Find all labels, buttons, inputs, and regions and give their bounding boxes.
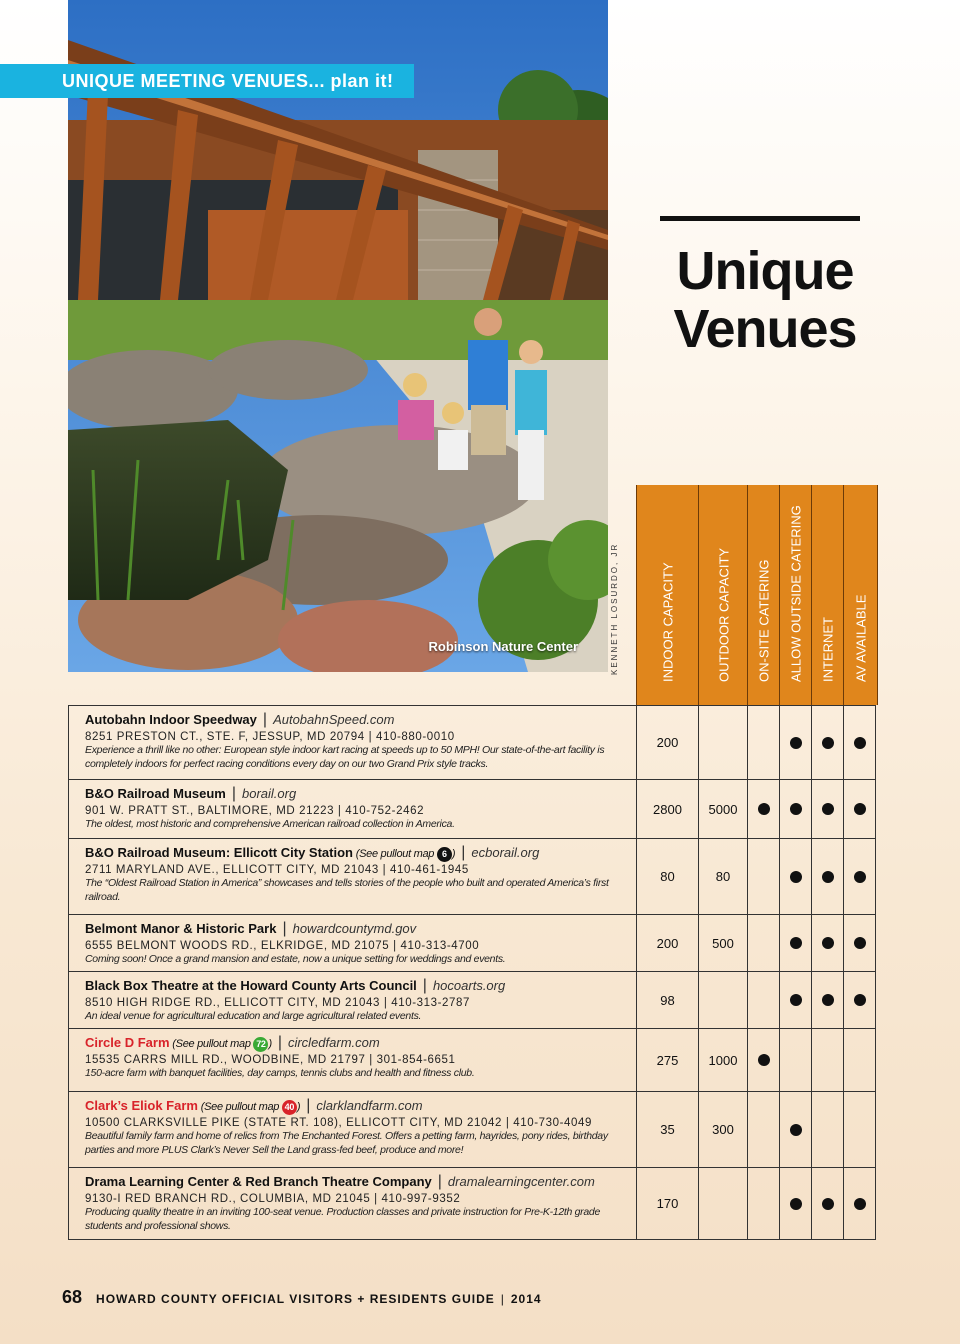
column-header — [747, 485, 780, 705]
table-row — [68, 1029, 876, 1092]
venue-name: Belmont Manor & Historic Park — [85, 921, 277, 936]
cell-indoor: 275 — [636, 1029, 698, 1091]
cell-outdoor: 500 — [698, 915, 747, 971]
cell-outside-catering — [779, 1092, 811, 1167]
column-header — [779, 485, 812, 705]
venue-name: Clark’s Eliok Farm — [85, 1098, 198, 1113]
cell-indoor: 200 — [636, 706, 698, 779]
venue-url[interactable]: dramalearningcenter.com — [447, 1174, 595, 1189]
footer-separator: | — [500, 1292, 505, 1306]
map-number-badge: 6 — [437, 847, 452, 862]
column-header — [843, 485, 878, 705]
cell-onsite-catering — [747, 780, 779, 838]
map-note: See pullout map — [204, 1101, 280, 1113]
cell-outdoor — [698, 706, 747, 779]
venue-url[interactable]: borail.org — [242, 786, 297, 801]
column-header — [636, 485, 699, 705]
cell-onsite-catering — [747, 915, 779, 971]
venue-heading — [85, 844, 628, 862]
cell-av — [843, 972, 876, 1028]
cell-onsite-catering — [747, 1168, 779, 1239]
map-reference: (See pullout map 6 ) — [352, 848, 456, 860]
venue-info — [68, 780, 636, 838]
venue-description: Beautiful family farm and home of relics from The Enchanted Forest. Offers a petting farm, hayrides, pony rides, birthday parties and more PLUS Clark’s Never Sell the Land grass-fed beef, produce and more! — [85, 1130, 608, 1156]
separator: | — [262, 711, 268, 728]
cell-outdoor: 300 — [698, 1092, 747, 1167]
venue-name: Drama Learning Center & Red Branch Theatre Company — [85, 1174, 432, 1189]
nature-center-image — [68, 0, 608, 672]
cell-internet — [811, 1092, 843, 1167]
venue-address: 901 W. PRATT ST., BALTIMORE, MD 21223 | 410-752-2462 — [85, 805, 425, 817]
cell-outside-catering — [779, 1029, 811, 1091]
map-note: See pullout map — [175, 1038, 251, 1050]
cell-internet — [811, 839, 843, 914]
column-header-label: AV AVAILABLE — [853, 594, 868, 682]
venue-info — [68, 839, 636, 914]
cell-internet — [811, 706, 843, 779]
cell-indoor: 2800 — [636, 780, 698, 838]
cell-onsite-catering — [747, 706, 779, 779]
venue-info — [68, 1092, 636, 1167]
venue-address: 8251 PRESTON CT., STE. F, JESSUP, MD 20794 | 410-880-0010 — [85, 731, 455, 743]
column-header-label: INDOOR CAPACITY — [660, 562, 676, 682]
cell-outside-catering — [779, 972, 811, 1028]
table-row — [68, 1168, 876, 1240]
column-header-label: ON-SITE CATERING — [756, 559, 772, 682]
table-row — [68, 915, 876, 972]
page-number: 68 — [62, 1287, 83, 1307]
cell-av — [843, 706, 876, 779]
map-number-badge: 72 — [253, 1037, 268, 1052]
cell-av — [843, 1168, 876, 1239]
guide-title: HOWARD COUNTY OFFICIAL VISITORS + RESIDENTS GUIDE — [96, 1292, 495, 1306]
column-header-label: ALLOW OUTSIDE CATERING — [788, 505, 804, 682]
column-header-label: INTERNET — [820, 617, 836, 682]
venue-name: Circle D Farm — [85, 1035, 170, 1050]
banner-text: UNIQUE MEETING VENUES... plan it! — [62, 71, 394, 91]
cell-av — [843, 1092, 876, 1167]
map-note: See pullout map — [359, 848, 435, 860]
separator: | — [306, 1097, 311, 1114]
venue-description: Coming soon! Once a grand mansion and estate, now a unique setting for weddings and events. — [85, 953, 506, 965]
cell-outdoor — [698, 1168, 747, 1239]
cell-outdoor: 1000 — [698, 1029, 747, 1091]
venue-url[interactable]: clarklandfarm.com — [316, 1098, 423, 1113]
availability-dot — [790, 803, 802, 815]
cell-outside-catering — [779, 915, 811, 971]
venue-heading — [85, 977, 628, 995]
venue-info — [68, 915, 636, 971]
availability-dot — [822, 737, 834, 749]
separator: | — [282, 920, 287, 937]
table-row — [68, 972, 876, 1029]
availability-dot — [790, 994, 802, 1006]
cell-onsite-catering — [747, 972, 779, 1028]
venue-heading — [85, 711, 628, 729]
venue-photo — [68, 0, 608, 672]
cell-av — [843, 839, 876, 914]
availability-dot — [790, 1198, 802, 1210]
guide-year: 2014 — [510, 1292, 542, 1306]
table-row — [68, 1092, 876, 1168]
availability-dot — [854, 937, 866, 949]
availability-dot — [854, 803, 866, 815]
availability-dot — [822, 1198, 834, 1210]
venue-description: The “Oldest Railroad Station in America” showcases and tells stories of the people who built and operated America’s first railroad. — [85, 877, 609, 903]
page-footer — [62, 1287, 542, 1308]
cell-internet — [811, 1168, 843, 1239]
venue-description: Experience a thrill like no other: European style indoor kart racing at speeds up to 50 MPH! Our state-of-the-art facility is completely indoors for perfect racing conditions every day on our two Grand Prix style tracks. — [85, 744, 605, 770]
venue-url[interactable]: hocoarts.org — [432, 978, 506, 993]
cell-onsite-catering — [747, 1092, 779, 1167]
venue-address: 2711 MARYLAND AVE., ELLICOTT CITY, MD 21043 | 410-461-1945 — [85, 864, 469, 876]
venue-url[interactable]: ecborail.org — [471, 845, 540, 860]
separator: | — [277, 1034, 282, 1051]
venue-info — [68, 1029, 636, 1091]
cell-outside-catering — [779, 780, 811, 838]
venue-info — [68, 1168, 636, 1239]
availability-dot — [822, 994, 834, 1006]
availability-dot — [854, 871, 866, 883]
column-header — [811, 485, 844, 705]
photo-credit: KENNETH LOSURDO, JR — [610, 542, 619, 675]
venue-description: The oldest, most historic and comprehensive American railroad collection in America. — [85, 818, 455, 830]
venue-table — [68, 705, 876, 1240]
cell-internet — [811, 1029, 843, 1091]
venue-description: 150-acre farm with banquet facilities, day camps, tennis clubs and health and fitness club. — [85, 1067, 475, 1079]
separator: | — [437, 1173, 442, 1190]
cell-outside-catering — [779, 839, 811, 914]
table-row — [68, 780, 876, 839]
availability-dot — [854, 1198, 866, 1210]
photo-caption: Robinson Nature Center — [428, 639, 578, 654]
venue-name: B&O Railroad Museum — [85, 786, 226, 801]
venue-url[interactable]: howardcountymd.gov — [292, 921, 417, 936]
table-row — [68, 706, 876, 780]
venue-url[interactable]: circledfarm.com — [287, 1035, 380, 1050]
title-rule — [660, 216, 860, 221]
venue-heading — [85, 920, 628, 938]
cell-indoor: 170 — [636, 1168, 698, 1239]
venue-address: 9130-I RED BRANCH RD., COLUMBIA, MD 21045 | 410-997-9352 — [85, 1193, 461, 1205]
venue-description: Producing quality theatre in an inviting 100-seat venue. Production classes and private instruction for Pre-K-12th grade students and professional shows. — [85, 1206, 600, 1232]
cell-outdoor: 80 — [698, 839, 747, 914]
venue-name: Autobahn Indoor Speedway — [85, 712, 257, 727]
cell-outside-catering — [779, 1168, 811, 1239]
cell-av — [843, 1029, 876, 1091]
availability-dot — [854, 994, 866, 1006]
cell-outdoor: 5000 — [698, 780, 747, 838]
availability-dot — [790, 937, 802, 949]
venue-heading — [85, 1034, 628, 1052]
venue-address: 8510 HIGH RIDGE RD., ELLICOTT CITY, MD 21043 | 410-313-2787 — [85, 997, 471, 1009]
venue-info — [68, 706, 636, 779]
venue-heading — [85, 785, 628, 803]
cell-outside-catering — [779, 706, 811, 779]
venue-heading — [85, 1097, 628, 1115]
separator: | — [231, 785, 237, 802]
availability-dot — [790, 871, 802, 883]
map-number-badge: 40 — [282, 1100, 297, 1115]
venue-name: Black Box Theatre at the Howard County Arts Council — [85, 978, 417, 993]
venue-address: 10500 CLARKSVILLE PIKE (STATE RT. 108), ELLICOTT CITY, MD 21042 | 410-730-4049 — [85, 1117, 593, 1129]
table-row — [68, 839, 876, 915]
cell-av — [843, 915, 876, 971]
venue-heading — [85, 1173, 628, 1191]
cell-av — [843, 780, 876, 838]
venue-address: 15535 CARRS MILL RD., WOODBINE, MD 21797 | 301-854-6651 — [85, 1054, 456, 1066]
cell-outdoor — [698, 972, 747, 1028]
section-banner — [0, 64, 414, 98]
column-header — [698, 485, 748, 705]
cell-internet — [811, 780, 843, 838]
page-title: Unique Venues — [673, 241, 857, 359]
cell-internet — [811, 972, 843, 1028]
availability-dot — [822, 803, 834, 815]
cell-indoor: 35 — [636, 1092, 698, 1167]
availability-dot — [854, 737, 866, 749]
availability-dot — [758, 1054, 770, 1066]
venue-description: An ideal venue for agricultural education and large agricultural related events. — [85, 1010, 422, 1022]
cell-onsite-catering — [747, 1029, 779, 1091]
column-header-label: OUTDOOR CAPACITY — [716, 547, 731, 682]
cell-indoor: 80 — [636, 839, 698, 914]
availability-dot — [758, 803, 770, 815]
venue-info — [68, 972, 636, 1028]
availability-dot — [822, 937, 834, 949]
cell-internet — [811, 915, 843, 971]
cell-indoor: 98 — [636, 972, 698, 1028]
venue-name: B&O Railroad Museum: Ellicott City Station — [85, 845, 353, 860]
separator: | — [422, 977, 427, 994]
availability-dot — [790, 737, 802, 749]
map-reference: (See pullout map 40 ) — [197, 1101, 301, 1113]
venue-address: 6555 BELMONT WOODS RD., ELKRIDGE, MD 21075 | 410-313-4700 — [85, 940, 480, 952]
separator: | — [461, 844, 466, 861]
map-reference: (See pullout map 72 ) — [169, 1038, 272, 1050]
venue-url[interactable]: AutobahnSpeed.com — [273, 712, 395, 727]
availability-dot — [790, 1124, 802, 1136]
availability-dot — [822, 871, 834, 883]
cell-indoor: 200 — [636, 915, 698, 971]
cell-onsite-catering — [747, 839, 779, 914]
